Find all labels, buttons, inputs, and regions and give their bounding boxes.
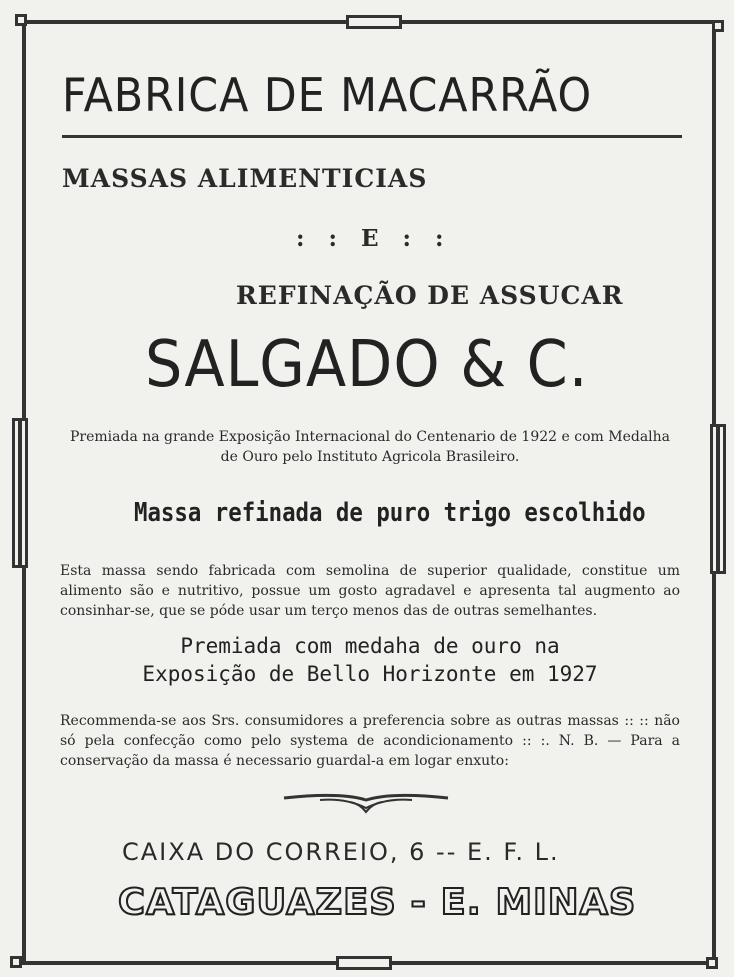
medal-award-line: Premiada com medaha de ouro na bbox=[180, 634, 560, 658]
corner-ornament bbox=[10, 956, 22, 968]
conjunction: : : E : : bbox=[296, 225, 452, 252]
border-tab bbox=[336, 956, 392, 970]
product-heading: Massa refinada de puro trigo escolhido bbox=[134, 498, 646, 528]
city-name: CATAGUAZES - E. MINAS bbox=[118, 882, 637, 923]
border-tab bbox=[710, 424, 726, 574]
postal-address: CAIXA DO CORREIO, 6 -- E. F. L. bbox=[122, 838, 560, 866]
medal-award bbox=[60, 632, 680, 688]
corner-ornament bbox=[712, 20, 724, 32]
title-underline bbox=[62, 135, 682, 138]
recommendation-paragraph: Recommenda-se aos Srs. consumidores a preferencia sobre as outras massas :: :: não só pela confecção como pelo systema de acondicionamento :: :. N. B. — Para a conservação da massa é necessario guardal-a em logar enxuto: bbox=[60, 713, 680, 769]
border-tab bbox=[12, 418, 28, 568]
corner-ornament bbox=[15, 14, 27, 26]
subtitle-sugar: REFINAÇÃO DE ASSUCAR bbox=[236, 281, 624, 310]
border-tab bbox=[346, 15, 402, 29]
company-name: SALGADO & C. bbox=[145, 328, 589, 402]
subtitle-pasta: MASSAS ALIMENTICIAS bbox=[62, 164, 428, 193]
page-title: FABRICA DE MACARRÃO bbox=[62, 68, 593, 122]
medal-award-line: Exposição de Bello Horizonte em 1927 bbox=[142, 662, 598, 686]
award-paragraph: Premiada na grande Exposição Internacional do Centenario de 1922 e com Medalha de Ouro pelo Instituto Agricola Brasileiro. bbox=[69, 429, 671, 465]
flourish-ornament bbox=[280, 788, 452, 814]
description-paragraph: Esta massa sendo fabricada com semolina de superior qualidade, constitue um alimento são e nutritivo, possue um gosto agradavel e apresenta tal augmento ao consinhar-se, que se póde usar um terço menos das de outras semelhantes. bbox=[60, 563, 680, 619]
corner-ornament bbox=[706, 957, 718, 969]
